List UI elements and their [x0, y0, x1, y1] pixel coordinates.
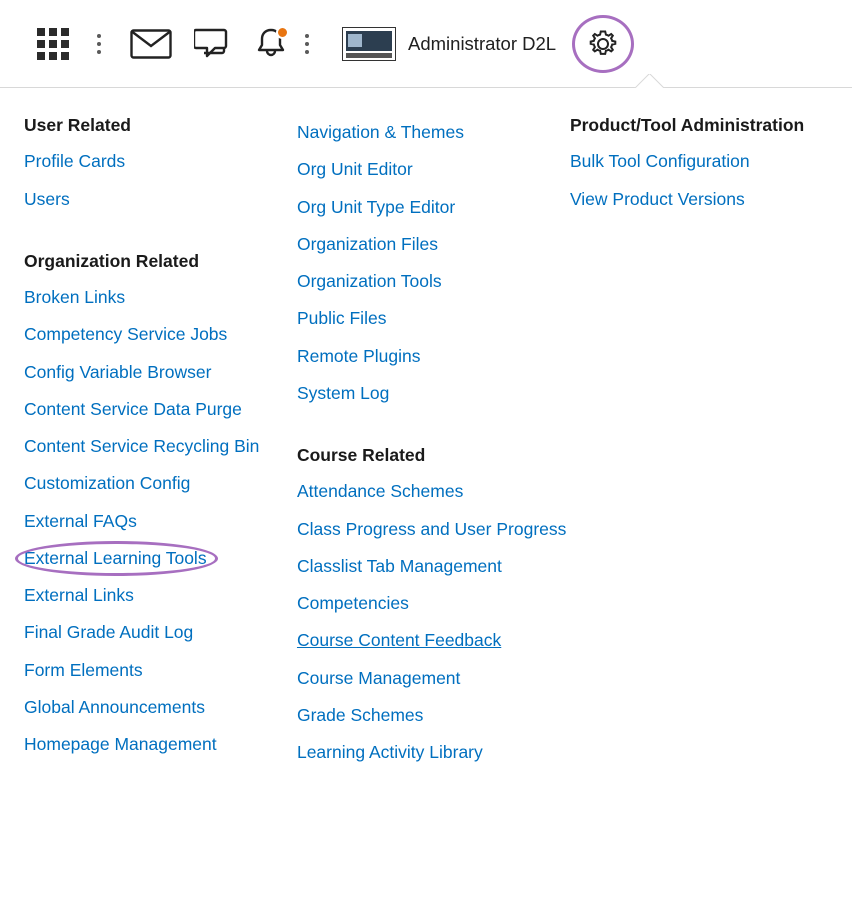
app-grid-icon[interactable]: [36, 27, 70, 61]
list-item: [24, 465, 297, 502]
link-org-unit-type-editor[interactable]: Org Unit Type Editor: [296, 196, 456, 217]
link-system-log[interactable]: System Log: [296, 382, 390, 403]
list-item: [297, 189, 570, 226]
list-item: [297, 697, 570, 734]
dropdown-caret: [632, 74, 668, 88]
list-item: [297, 548, 570, 585]
list-item: [24, 391, 297, 428]
top-navbar: [0, 0, 852, 88]
link-form-elements[interactable]: Form Elements: [24, 659, 143, 680]
link-remote-plugins[interactable]: Remote Plugins: [296, 345, 421, 366]
list-item: [297, 585, 570, 622]
list-item: [570, 143, 828, 180]
link-global-announcements[interactable]: Global Announcements: [24, 696, 205, 717]
list-item: [24, 726, 297, 763]
link-navigation-and-themes[interactable]: Navigation & Themes: [296, 122, 464, 142]
admin-settings-button[interactable]: [572, 15, 634, 73]
chat-icon[interactable]: [194, 27, 232, 61]
list-item: [24, 689, 297, 726]
link-content-service-recycling-bin[interactable]: Content Service Recycling Bin: [24, 436, 260, 457]
menu-column-org-course: [297, 114, 570, 912]
link-organization-files[interactable]: Organization Files: [296, 233, 439, 254]
list-item: [24, 143, 297, 180]
link-learning-activity-library[interactable]: Learning Activity Library: [296, 742, 483, 763]
link-competencies[interactable]: Competencies: [296, 593, 409, 614]
list-item: [297, 151, 570, 188]
link-list-organization-related: [24, 279, 297, 763]
list-item: [24, 279, 297, 316]
link-view-product-versions[interactable]: View Product Versions: [569, 188, 745, 209]
group-title-product-tool-administration: Product/Tool Administration: [569, 115, 805, 135]
link-list-course-related: [297, 473, 570, 771]
group-title-course-related: Course Related: [296, 445, 426, 466]
list-item: [24, 503, 297, 540]
link-class-progress-and-user-progress[interactable]: Class Progress and User Progress: [296, 518, 567, 539]
list-item: [297, 338, 570, 375]
list-item: [297, 511, 570, 548]
more-options-icon-secondary[interactable]: [294, 27, 320, 61]
link-external-links[interactable]: External Links: [24, 585, 134, 606]
link-organization-tools[interactable]: Organization Tools: [296, 271, 442, 292]
gear-highlight-ellipse: [572, 15, 634, 73]
list-item: [24, 181, 297, 218]
menu-column-product-tool: [570, 114, 828, 912]
link-list-product-tool-administration: [570, 143, 828, 218]
avatar[interactable]: [342, 27, 396, 61]
link-attendance-schemes[interactable]: Attendance Schemes: [296, 481, 464, 502]
list-item: [570, 181, 828, 218]
notification-badge: [276, 26, 289, 39]
more-options-icon[interactable]: [86, 27, 112, 61]
group-title-user-related: User Related: [24, 115, 131, 135]
list-item: [297, 300, 570, 337]
list-item: [297, 734, 570, 771]
link-broken-links[interactable]: Broken Links: [24, 287, 126, 308]
notifications-icon[interactable]: [254, 26, 288, 62]
link-public-files[interactable]: Public Files: [296, 308, 387, 329]
mail-icon[interactable]: [130, 29, 172, 59]
link-content-service-data-purge[interactable]: Content Service Data Purge: [24, 398, 242, 419]
list-item: [24, 652, 297, 689]
user-name-label: Administrator D2L: [408, 32, 557, 54]
link-grade-schemes[interactable]: Grade Schemes: [296, 704, 424, 725]
list-item: [24, 614, 297, 651]
admin-tools-menu: [0, 88, 852, 912]
link-bulk-tool-configuration[interactable]: Bulk Tool Configuration: [569, 151, 750, 172]
link-customization-config[interactable]: Customization Config: [24, 473, 191, 494]
link-config-variable-browser[interactable]: Config Variable Browser: [24, 361, 212, 382]
link-external-learning-tools[interactable]: External Learning Tools: [24, 547, 207, 568]
list-item: [297, 263, 570, 300]
list-item: [297, 375, 570, 412]
link-org-unit-editor[interactable]: Org Unit Editor: [296, 159, 413, 180]
link-external-learning-tools-wrapper: [24, 540, 207, 577]
list-item: [297, 226, 570, 263]
link-final-grade-audit-log[interactable]: Final Grade Audit Log: [24, 622, 194, 643]
link-competency-service-jobs[interactable]: Competency Service Jobs: [24, 324, 228, 345]
link-external-faqs[interactable]: External FAQs: [24, 510, 137, 531]
link-homepage-management[interactable]: Homepage Management: [24, 734, 217, 755]
list-item: [297, 473, 570, 510]
list-item: [297, 114, 570, 151]
link-course-content-feedback[interactable]: Course Content Feedback: [296, 630, 502, 651]
list-item: [24, 428, 297, 465]
group-title-organization-related: Organization Related: [24, 250, 200, 271]
link-classlist-tab-management[interactable]: Classlist Tab Management: [296, 555, 502, 576]
link-users[interactable]: Users: [24, 188, 70, 209]
list-item: [24, 540, 297, 577]
list-item: [297, 660, 570, 697]
link-course-management[interactable]: Course Management: [296, 667, 461, 688]
list-item: [24, 316, 297, 353]
list-item: [24, 354, 297, 391]
list-item: [24, 577, 297, 614]
link-profile-cards[interactable]: Profile Cards: [24, 151, 126, 172]
link-list-organization-continued: [297, 114, 570, 412]
list-item: [297, 622, 570, 659]
menu-column-user-org: [24, 114, 297, 912]
link-list-user-related: [24, 143, 297, 218]
